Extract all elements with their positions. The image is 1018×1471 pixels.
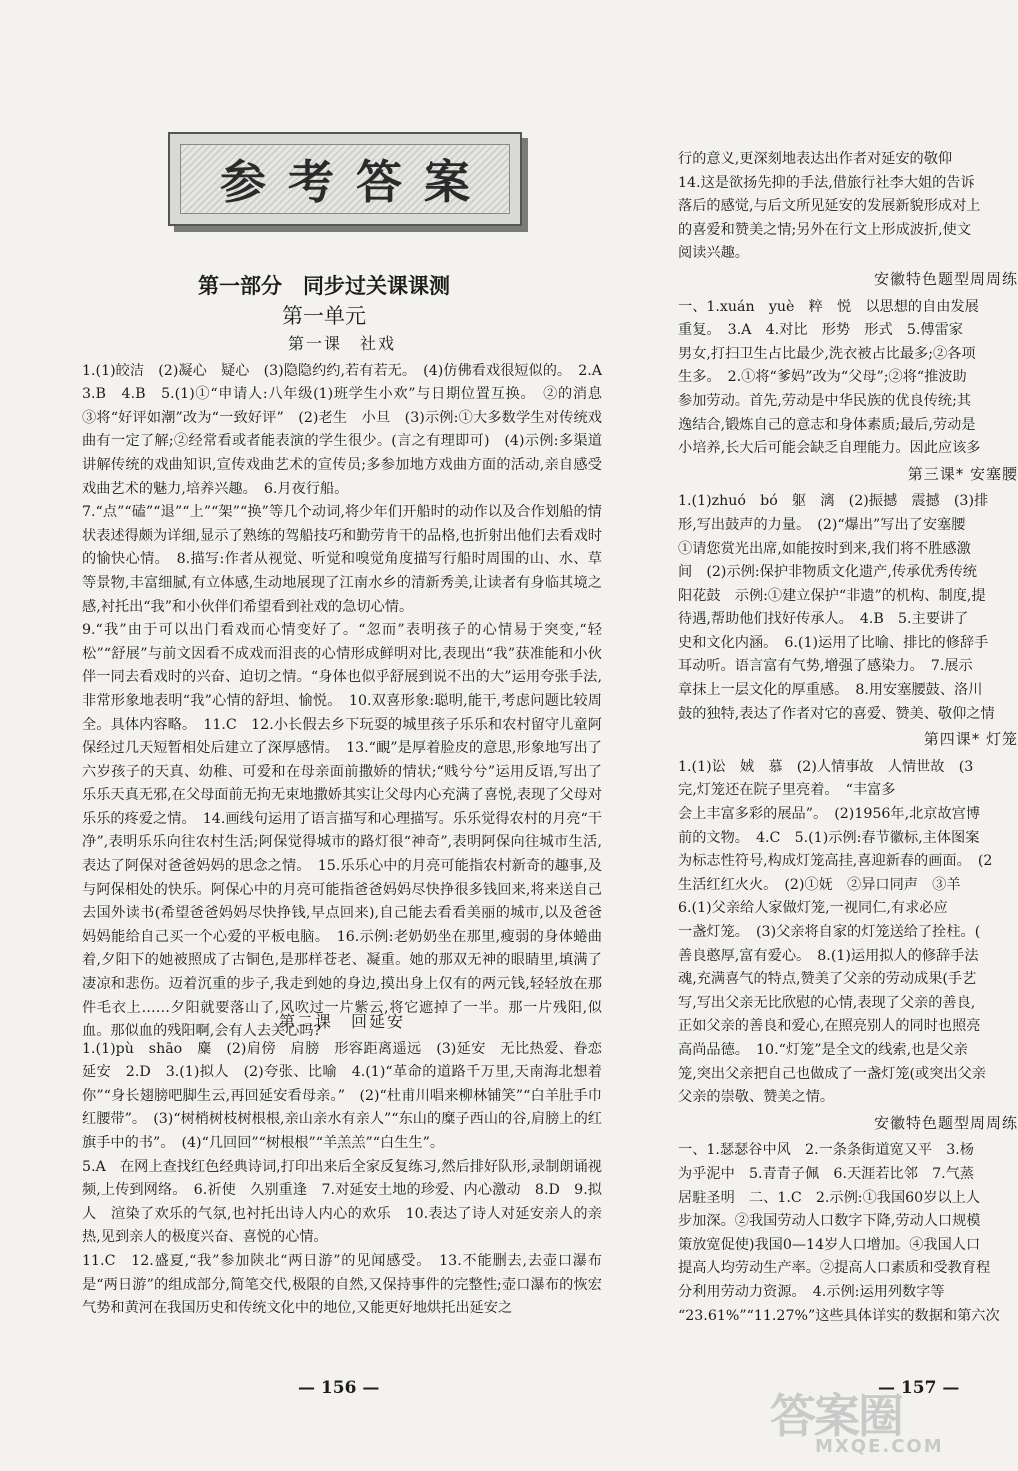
banner-title: 参考答案 [220,155,492,209]
right-text-line: 6.(1)父亲给人家做灯笼,一视同仁,有求必应 [678,900,948,917]
part-title: 第一部分 同步过关课课测 [198,274,450,298]
right-page [648,0,1018,1471]
right-section-heading: 第四课* 灯笼 [923,730,1018,749]
right-text-line: 完,灯笼还在院子里亮着。 “丰富多 [678,782,896,799]
right-text-line: 鼓的独特,表达了作者对它的喜爱、赞美、敬仰之情 [678,705,995,722]
right-text-line: 提高人均劳动生产率。②提高人口素质和受教育程 [678,1260,991,1277]
right-text-line: 重复。 3.A 4.对比 形势 形式 5.傅雷家 [678,322,963,339]
right-text-line: 1.(1)zhuó bó 躯 漓 (2)振撼 震撼 (3)排 [678,493,989,510]
page-number-left: — 156 — [298,1378,380,1398]
right-text-line: “23.61%”“11.27%”这些具体详实的数据和第六次 [678,1307,1000,1324]
right-text-line: 写,写出父亲无比欣慰的心情,表现了父亲的善良, [678,994,976,1011]
right-text-line: 一、1.xuán yuè 粹 悦 以思想的自由发展 [678,298,979,315]
lesson2-paragraph: 5.A 在网上查找红色经典诗词,打印出来后全家反复练习,然后排好队形,录制朗诵视频,上传到网络。 6.祈使 久别重逢 7.对延安土地的珍爱、内心激动 8.D 9.拟人 渲染了欢乐的气氛,也衬托出诗人内心的欢乐 10.表达了诗人对延安亲人的亲热,见到亲人的极度兴奋、喜悦的心情。 [82,1158,602,1246]
right-text-line: 一、1.瑟瑟谷中风 2.一条条街道宽又平 3.杨 [678,1142,974,1159]
right-text-line: 居駐圣明 二、1.C 2.示例:①我国60岁以上人 [678,1189,980,1206]
right-text-line: 男女,打扫卫生占比最少,洗衣被占比最多;②各项 [678,345,976,362]
right-text-line: 为标志性符号,构成灯笼高挂,喜迎新春的画面。 (2 [678,853,993,870]
right-section-heading: 第三课* 安塞腰 [907,464,1018,483]
right-text-line: 策放宽促使)我国0—14岁人口增加。④我国人口 [678,1236,981,1253]
right-text-line: 耳动听。语言富有气势,增强了感染力。 7.展示 [678,658,973,675]
right-text-line: 落后的感觉,与后文所见延安的发展新貌形成对上 [678,198,981,215]
right-text-line: 分利用劳动力资源。 4.示例:运用列数字等 [678,1283,945,1300]
lesson2-section [82,1008,602,1321]
right-text-line: 生活红红火火。 (2)①妩 ②异口同声 ③羊 [678,876,961,893]
right-text-line: 魂,充满喜气的特点,赞美了父亲的劳动成果(手艺 [678,971,977,988]
unit-title: 第一单元 [282,304,366,328]
lesson1-section [82,330,617,1044]
lesson2-title: 第二课 回延安 [278,1012,405,1031]
right-text-line: 行的意义,更深刻地表达出作者对延安的敬仰 [678,151,953,167]
watermark-logo-text: 答案圈 [770,1389,902,1443]
right-text-line: 步加深。②我国劳动人口数字下降,劳动人口规模 [678,1213,981,1230]
right-section-heading: 安徽特色题型周周练 [873,269,1018,288]
right-text-line: 笼,突出父亲把自己也做成了一盏灯笼(或突出父亲 [678,1065,986,1082]
lesson2-paragraph: 1.(1)pù shāo 麋 (2)肩傍 肩膀 形容距离遥远 (3)延安 无比热爱、眷恋延安 2.D 3.(1)拟人 (2)夸张、比喻 4.(1)“革命的道路千万里,天南海北想着你”“身长翅膀吧脚生云,再回延安看母亲。” (2)“杜甫川唱来柳林铺笑”“白羊肚手巾红腰带”。 (3)“树梢树枝树根根,亲山亲水有亲人”“东山的糜子西山的谷,肩膀上的红旗手中的书”。 (4)“几回回”“树根根”“羊羔羔”“白生生”。 [82,1040,602,1151]
lesson1-paragraph: 7.“点”“磕”“退”“上”“架”“换”等几个动词,将少年们开船时的动作以及合作划船的情状表述得颇为详细,显示了熟练的驾船技巧和勤劳肯干的品格,也折射出他们去看戏时的愉快心情。 8.描写:作者从视觉、听觉和嗅觉角度描写行船时周围的山、水、草等景物,丰富细腻,有立体感,生动地展现了江南水乡的清新秀美,让读者有身临其境之感,衬托出“我”和小伙伴们希望看到社戏的急切心情。 [82,504,602,615]
right-section-heading: 安徽特色题型周周练 [873,1113,1018,1132]
right-text-line: 史和文化内涵。 6.(1)运用了比喻、排比的修辞手 [678,634,989,651]
right-text-line: 14.这是欲扬先抑的手法,借旅行社李大姐的告诉 [678,174,975,191]
right-text-line: 参加劳动。首先,劳动是中华民族的优良传统;其 [678,392,972,409]
lesson1-paragraph: 9.“我”由于可以出门看戏而心情变好了。“忽而”表明孩子的心情易于突变,“轻松”“舒展”与前文因看不成戏而泪丧的心情形成鲜明对比,表现出“我”获准能和小伙伴一同去看戏时的兴奋、迫切之情。“身体也似乎舒展到说不出的大”运用夸张手法,非常形象地表明“我”心情的舒坦、愉悦。 10.双喜形象:聪明,能干,考虑问题比较周全。具体内容略。 11.C 12.小长假去乡下玩耍的城里孩子乐乐和农村留守儿童阿保经过几天短暂相处后建立了深厚感情。 13.“靦”是厚着脸皮的意思,形象地写出了六岁孩子的天真、幼稚、可爱和在母亲面前撒娇的情状;“贱兮兮”运用反语,写出了乐乐天真无邪,在父母面前无拘无束地撒娇其实让父母内心充满了喜悦,表现了父母对乐乐的疼爱之情。 14.画线句运用了语言描写和心理描写。乐乐觉得农村的月亮“干净”,表明乐乐向往农村生活;阿保觉得城市的路灯很“神奇”,表明阿保向往城市生活,表达了阿保对爸爸妈妈的思念之情。 15.乐乐心中的月亮可能指农村新奇的趣事,及与阿保相处的快乐。阿保心中的月亮可能指爸爸妈妈尽快挣很多钱回来,将来送自己去国外读书(希望爸爸妈妈尽快挣钱,早点回来),自己能去看看美丽的城市,以及爸爸妈妈能给自己买一个心爱的平板电脑。 16.示例:老奶奶坐在那里,瘦弱的身体蜷曲着,夕阳下的她被照成了古铜色,是那样苍老、凝重。她的那双无神的眼睛里,填满了凄凉和悲伤。迈着沉重的步子,我走到她的身边,摸出身上仅有的两元钱,轻轻放在那件毛衣上……夕阳就要落山了,风吹过一片紫云,将它遮掉了一半。那一片残阳,似血。那似血的残阳啊,会有人去关心吗? [82,622,602,1040]
right-text-line: 正如父亲的善良和爱心,在照亮别人的同时也照亮 [678,1018,981,1035]
right-text-line: 逸结合,锻炼自己的意志和身体素质;最后,劳动是 [678,416,976,433]
lesson2-paragraph: 11.C 12.盛夏,“我”参加陕北“两日游”的见闻感受。 13.不能删去,去壶口瀑布是“两日游”的组成部分,简笔交代,极限的自然,又保持事件的完整性;壶口瀑布的恢宏气势和黄河在我国历史和传统文化中的地位,又能更好地烘托出延安之 [82,1252,602,1317]
right-text-line: ①请您赏光出席,如能按时到来,我们将不胜感激 [678,540,971,557]
right-text-line: 1.(1)讼 娀 慕 (2)人情事故 人情世故 (3 [678,758,974,775]
right-text-line: 善良憨厚,富有爱心。 8.(1)运用拟人的修辞手法 [678,947,979,964]
right-text-line: 为乎泥中 5.青青子佩 6.天涯若比邻 7.气蒸 [678,1165,974,1182]
right-text-line: 间 (2)示例:保护非物质文化遗产,传承优秀传统 [678,564,977,581]
right-text-line: 一盏灯笼。 (3)父亲将自家的灯笼送给了拴柱。( [678,924,981,940]
right-text-line: 生多。 2.①将“爹妈”改为“父母”;②将“推波助 [678,369,967,386]
answer-banner-inner [180,144,510,214]
right-text-line: 待遇,帮助他们找好传承人。 4.B 5.主要讲了 [678,611,969,628]
site-watermark [770,1380,990,1460]
right-page-text [678,148,1018,1328]
right-text-line: 阳花鼓 示例:①建立保护“非遗”的机构、制度,提 [678,587,986,604]
right-text-line: 小培养,长大后可能会缺乏自理能力。因此应该多 [678,440,981,457]
answer-banner [168,132,522,226]
right-text-line: 形,写出鼓声的力量。 (2)“爆出”写出了安塞腰 [678,516,966,533]
right-text-line: 高尚品德。 10.“灯笼”是全文的线索,也是父亲 [678,1041,968,1058]
right-text-line: 会上丰富多彩的展品”。 (2)1956年,北京故宫博 [678,806,981,823]
right-text-line: 前的文物。 4.C 5.(1)示例:春节徽标,主体图案 [678,829,980,846]
right-text-line: 的喜爱和赞美之情;另外在行文上形成波折,使文 [678,221,972,238]
right-text-line: 父亲的崇敬、赞美之情。 [678,1089,835,1106]
right-text-line: 章抹上一层文化的厚重感。 8.用安塞腰鼓、洛川 [678,682,983,699]
watermark-url-text: MXQE.COM [815,1436,944,1457]
lesson1-paragraph: 1.(1)皎洁 (2)凝心 疑心 (3)隐隐约约,若有若无。 (4)仿佛看戏很短似的。 2.A 3.B 4.B 5.(1)①“申请人:八年级(1)班学生小欢”与日期位置互换。 ②的消息 ③将“好评如潮”改为“一致好评” (2)老生 小旦 (3)示例:①大多数学生对传统戏曲有一定了解;②经常看或者能表演的学生很少。(言之有理即可) (4)示例:多渠道讲解传统的戏曲知识,宣传戏曲艺术的宣传员;多参加地方戏曲方面的活动,亲自感受戏曲艺术的魅力,培养兴趣。 6.月夜行船。 [82,362,617,497]
lesson1-title: 第一课 社戏 [287,334,396,353]
page-number-right: — 157 — [878,1378,960,1398]
right-text-line: 阅读兴趣。 [678,245,749,262]
